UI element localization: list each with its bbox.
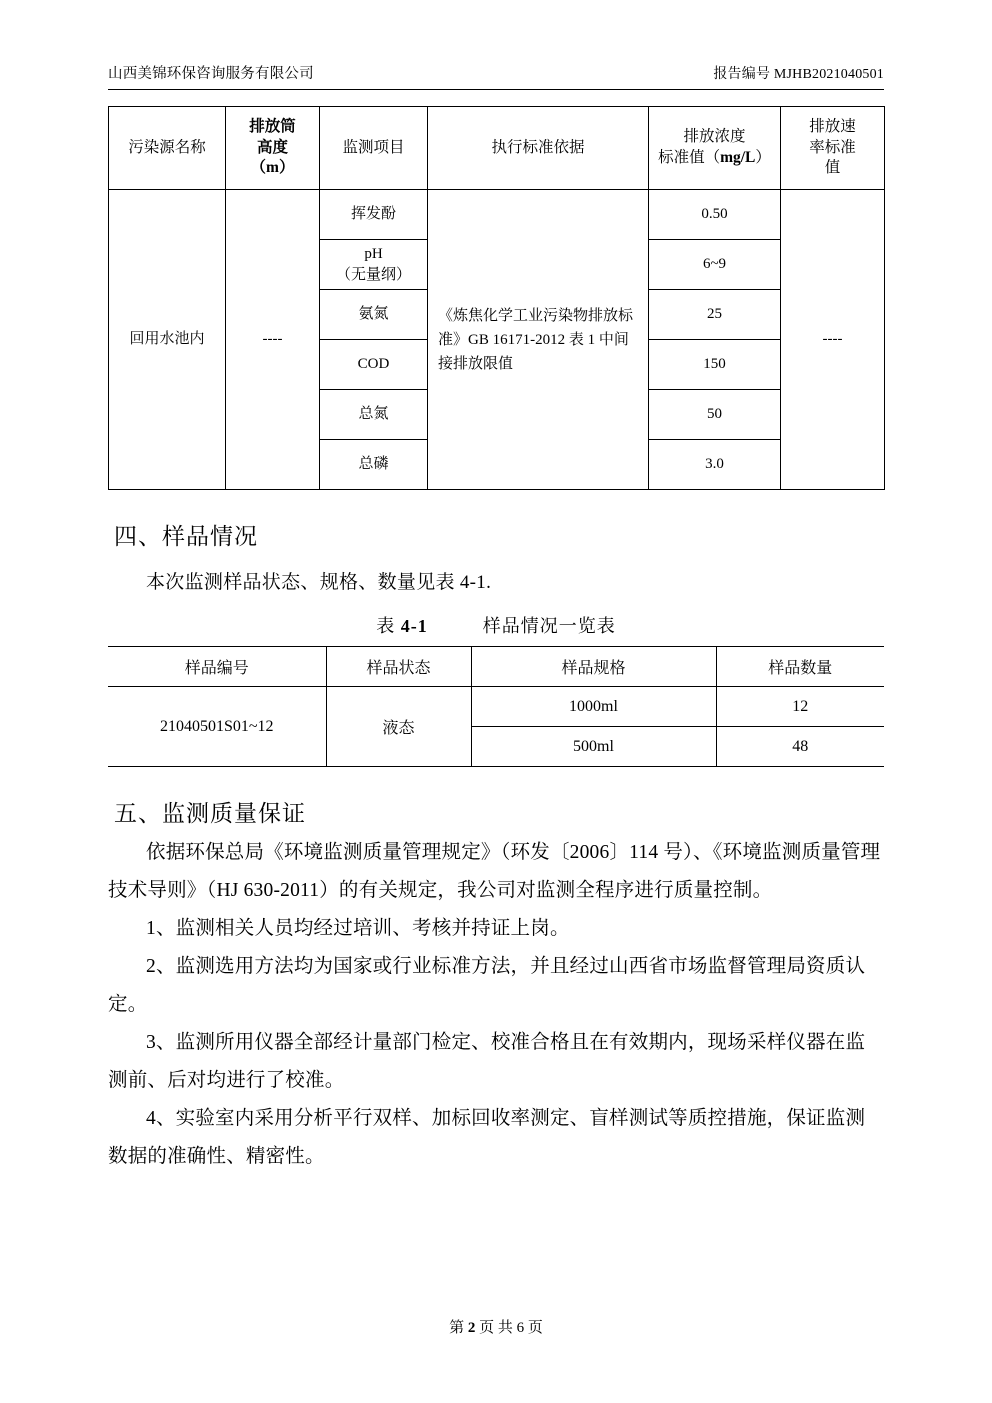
- footer-current-page: 2: [467, 1320, 476, 1336]
- header-company: 山西美锦环保咨询服务有限公司: [108, 66, 314, 82]
- th-source-name: 污染源名称: [109, 107, 226, 190]
- th-stack-height: 排放筒 高度 （m）: [226, 107, 320, 190]
- caption-text: 样品情况一览表: [482, 616, 616, 637]
- cell-item-4: 总氮: [320, 390, 428, 440]
- caption-number: 4-1: [400, 616, 428, 637]
- paragraph-2: 1、监测相关人员均经过培训、考核并持证上岗。: [146, 918, 570, 940]
- th-sample-state: 样品状态: [326, 647, 471, 687]
- section-title-5: 五、监测质量保证: [114, 801, 306, 828]
- footer-total-pages: 6: [516, 1320, 525, 1336]
- th-sample-id: 样品编号: [108, 647, 326, 687]
- table-header-row: [109, 107, 885, 190]
- th-sample-count: 样品数量: [716, 647, 884, 687]
- footer-mid: 页 共: [479, 1320, 513, 1336]
- table-row: [109, 190, 885, 240]
- paragraph-4: 3、监测所用仪器全部经计量部门检定、校准合格且在有效期内，现场采样仪器在监测前、后对均进行了校准。: [108, 1032, 866, 1092]
- section4-intro: 本次监测样品状态、规格、数量见表 4-1.: [146, 572, 492, 593]
- table2-caption: [108, 612, 884, 638]
- cell-spec-0: 1000ml: [471, 687, 716, 727]
- th-rate-standard: 排放速 率标准 值: [781, 107, 885, 190]
- table-row: [108, 687, 884, 727]
- footer-suffix: 页: [527, 1320, 543, 1336]
- cell-value-5: 3.0: [649, 440, 781, 490]
- cell-standard-basis: 《炼焦化学工业污染物排放标准》GB 16171-2012 表 1 中间接排放限值: [428, 190, 649, 490]
- footer-prefix: 第: [449, 1320, 465, 1336]
- th-sample-spec: 样品规格: [471, 647, 716, 687]
- caption-prefix: 表: [376, 616, 396, 637]
- section5-body: [108, 834, 884, 1176]
- cell-value-4: 50: [649, 390, 781, 440]
- cell-value-2: 25: [649, 290, 781, 340]
- cell-source-name: 回用水池内: [109, 190, 226, 490]
- cell-item-3: COD: [320, 340, 428, 390]
- cell-item-5: 总磷: [320, 440, 428, 490]
- paragraph-1: 依据环保总局《环境监测质量管理规定》（环发〔2006〕114 号）、《环境监测质量管理技术导则》（HJ 630-2011）的有关规定，我公司对监测全程序进行质量控制。: [108, 842, 881, 902]
- header-report-number: 报告编号 MJHB2021040501: [713, 67, 884, 82]
- page-header: [108, 0, 884, 90]
- cell-item-2: 氨氮: [320, 290, 428, 340]
- cell-count-0: 12: [716, 687, 884, 727]
- table-header-row: [108, 647, 884, 687]
- th-concentration-standard: 排放浓度 标准值（mg/L）: [649, 107, 781, 190]
- page-footer: [0, 1316, 992, 1337]
- cell-item-0: 挥发酚: [320, 190, 428, 240]
- paragraph-5: 4、实验室内采用分析平行双样、加标回收率测定、盲样测试等质控措施，保证监测数据的准确性、精密性。: [108, 1108, 866, 1168]
- cell-count-1: 48: [716, 727, 884, 767]
- th-standard-basis: 执行标准依据: [428, 107, 649, 190]
- paragraph-3: 2、监测选用方法均为国家或行业标准方法，并且经过山西省市场监督管理局资质认定。: [108, 956, 866, 1016]
- cell-value-3: 150: [649, 340, 781, 390]
- th-monitor-item: 监测项目: [320, 107, 428, 190]
- cell-rate-standard: ----: [781, 190, 885, 490]
- section-title-4: 四、样品情况: [114, 524, 258, 550]
- sample-info-table: [108, 646, 884, 767]
- cell-value-0: 0.50: [649, 190, 781, 240]
- cell-sample-id: 21040501S01~12: [108, 687, 326, 767]
- emission-standard-table: [108, 106, 885, 490]
- cell-sample-state: 液态: [326, 687, 471, 767]
- cell-value-1: 6~9: [649, 240, 781, 290]
- cell-spec-1: 500ml: [471, 727, 716, 767]
- cell-stack-height: ----: [226, 190, 320, 490]
- cell-item-1: pH （无量纲）: [320, 240, 428, 290]
